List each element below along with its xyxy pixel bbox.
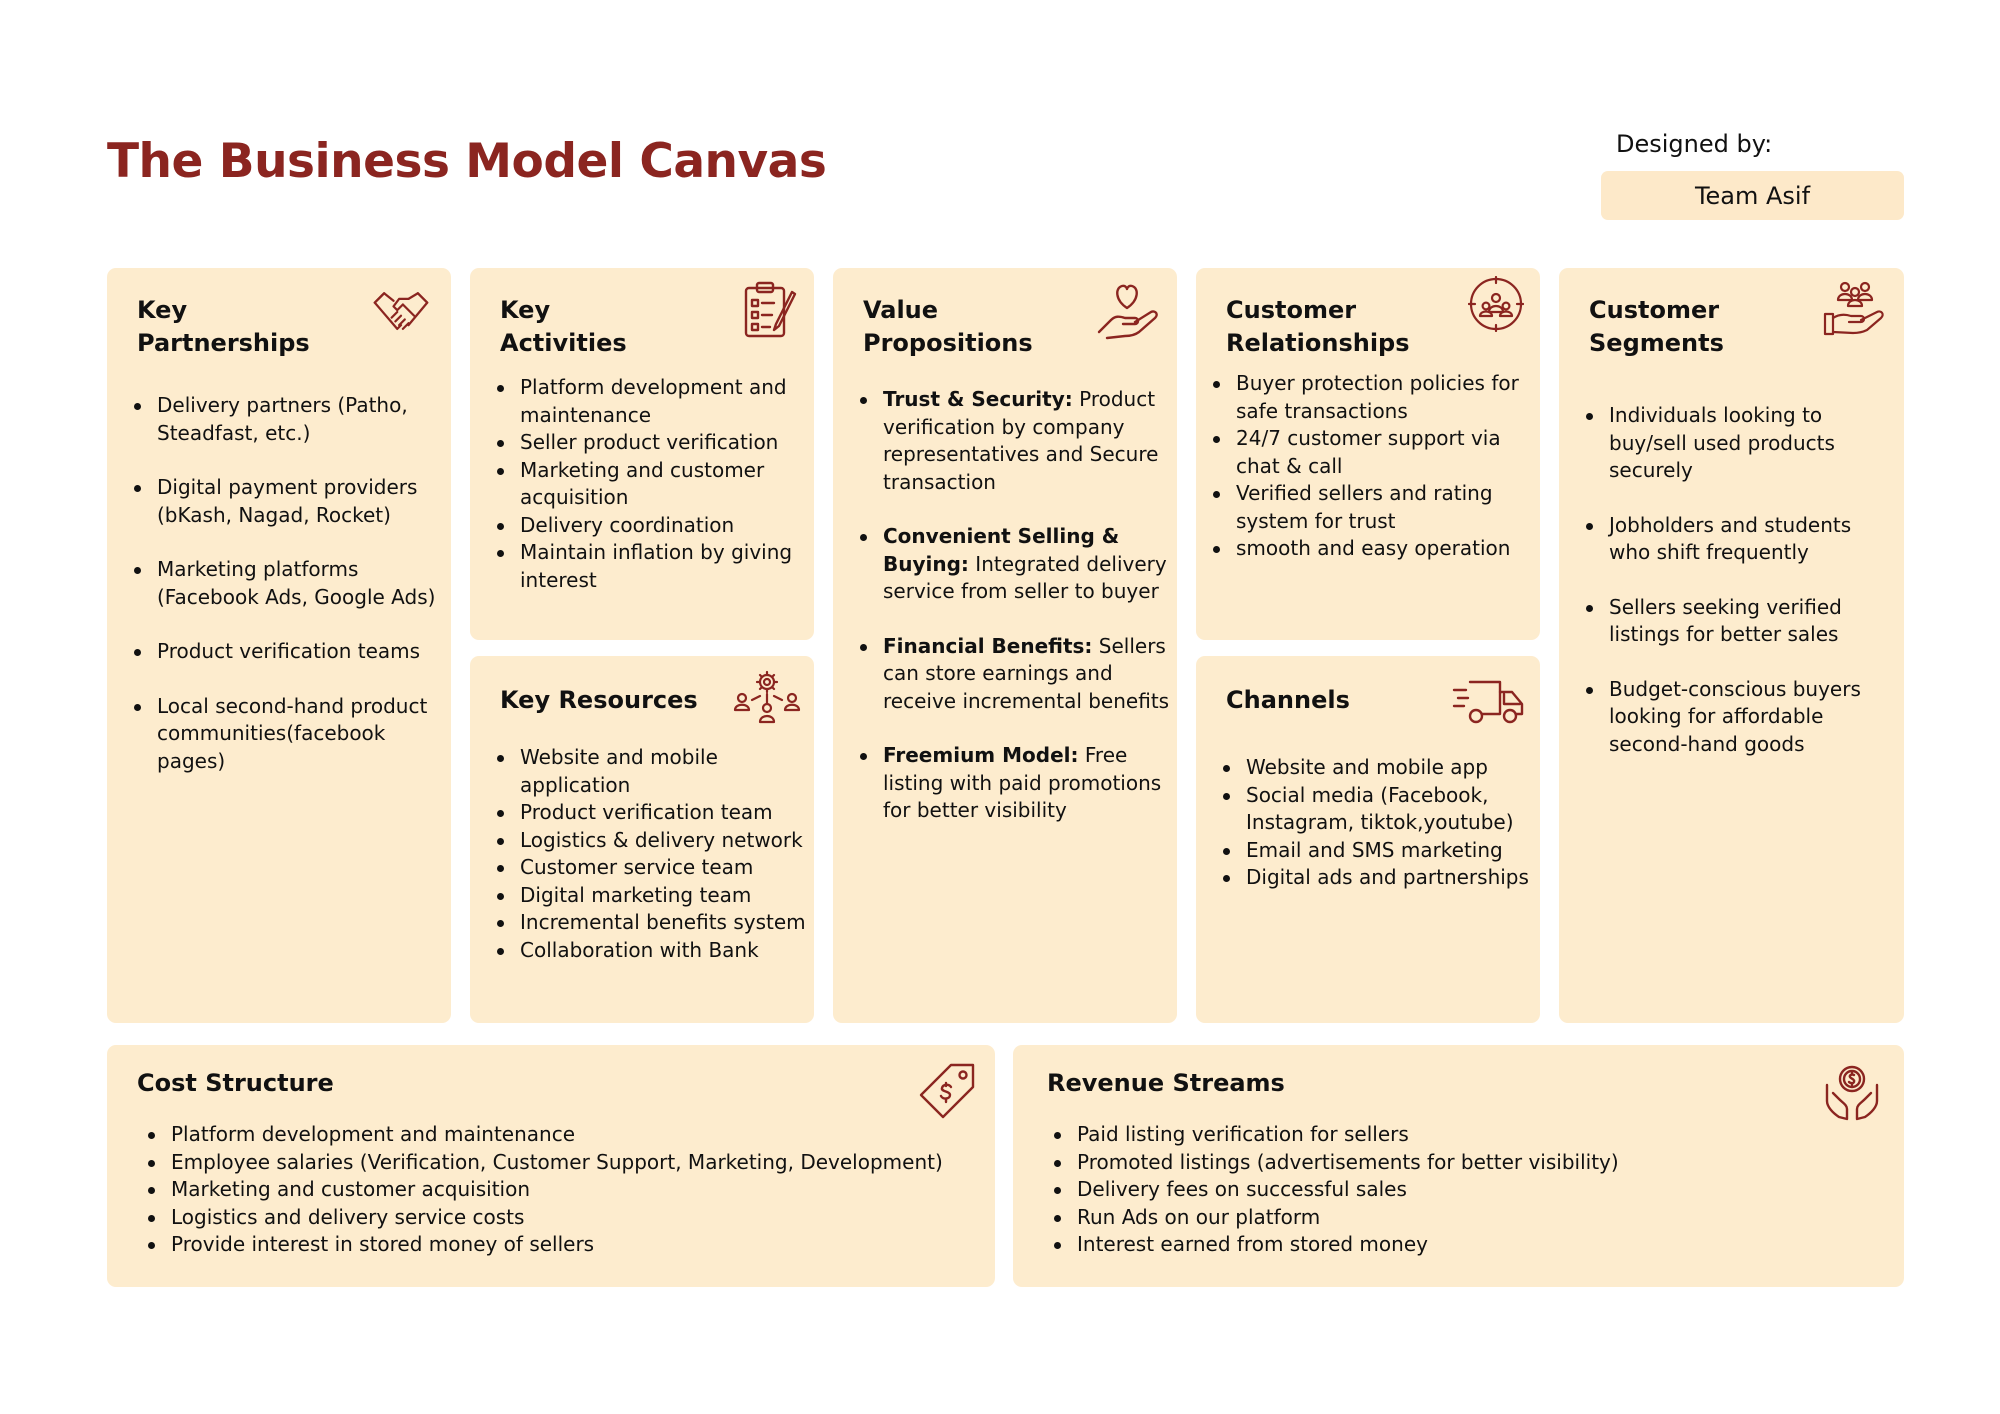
list-item: Paid listing verification for sellers — [1051, 1121, 1891, 1149]
key-partnerships-box — [107, 268, 451, 1023]
list-item — [857, 386, 1171, 496]
list-item: Delivery partners (Patho, Steadfast, etc.) — [131, 392, 441, 447]
list-item: Delivery fees on successful sales — [1051, 1176, 1891, 1204]
key-resources-title: Key Resources — [500, 686, 698, 714]
channels-list — [1220, 754, 1532, 892]
customer-relationships-title — [1226, 294, 1410, 360]
list-item: Customer service team — [494, 854, 806, 882]
list-item: Provide interest in stored money of sellers — [145, 1231, 985, 1259]
team-gear-icon — [732, 670, 802, 728]
value-item-label: Freemium Model: — [883, 743, 1079, 767]
list-item: Incremental benefits system — [494, 909, 806, 937]
key-activities-title-line1: Key — [500, 296, 551, 324]
list-item: Digital marketing team — [494, 882, 806, 910]
list-item: Marketing platforms (Facebook Ads, Google Ads) — [131, 556, 441, 611]
value-propositions-list — [857, 386, 1171, 825]
hands-coin-icon — [1823, 1063, 1881, 1121]
people-target-icon — [1468, 276, 1524, 332]
list-item: Promoted listings (advertisements for better visibility) — [1051, 1149, 1891, 1177]
customer-segments-title-line1: Customer — [1589, 296, 1720, 324]
list-item — [857, 523, 1171, 606]
revenue-streams-box — [1013, 1045, 1904, 1287]
list-item: Logistics & delivery network — [494, 827, 806, 855]
value-item-label: Trust & Security: — [883, 387, 1073, 411]
list-item: smooth and easy operation — [1210, 535, 1532, 563]
list-item: Jobholders and students who shift frequently — [1583, 512, 1895, 567]
customer-segments-list — [1583, 402, 1895, 758]
list-item: Buyer protection policies for safe transactions — [1210, 370, 1532, 425]
list-item: Verified sellers and rating system for trust — [1210, 480, 1532, 535]
clipboard-checklist-icon — [742, 280, 798, 340]
channels-title: Channels — [1226, 686, 1350, 714]
key-partnerships-list — [131, 392, 441, 775]
key-activities-list — [494, 374, 806, 594]
value-item-text: Sellers can store earnings and receive incremental benefits — [883, 633, 1170, 713]
list-item: Website and mobile app — [1220, 754, 1532, 782]
value-item-text: Free listing with paid promotions for better visibility — [883, 743, 1162, 822]
value-propositions-box — [833, 268, 1177, 1023]
designer-badge: Team Asif — [1601, 171, 1904, 220]
list-item: Run Ads on our platform — [1051, 1204, 1891, 1232]
key-activities-title — [500, 294, 627, 360]
value-item-text: Integrated delivery service from seller to buyer — [883, 551, 1167, 603]
list-item: Local second-hand product communities(facebook pages) — [131, 693, 441, 776]
list-item: Delivery coordination — [494, 512, 806, 540]
list-item: Seller product verification — [494, 429, 806, 457]
key-partnerships-title-line1: Key — [137, 296, 188, 324]
customer-relationships-title-line2: Relationships — [1226, 329, 1410, 357]
list-item: Email and SMS marketing — [1220, 837, 1532, 865]
page-title: The Business Model Canvas — [107, 134, 827, 189]
cost-structure-box — [107, 1045, 995, 1287]
key-resources-box — [470, 656, 814, 1023]
list-item: Individuals looking to buy/sell used products securely — [1583, 402, 1895, 485]
handshake-icon — [371, 282, 431, 342]
customer-segments-title-line2: Segments — [1589, 329, 1724, 357]
value-propositions-title-line1: Value — [863, 296, 939, 324]
value-item-label: Convenient Selling & Buying: — [883, 524, 1120, 576]
list-item: Digital ads and partnerships — [1220, 864, 1532, 892]
designed-by-label: Designed by: — [1616, 130, 1773, 158]
list-item: Digital payment providers (bKash, Nagad, Rocket) — [131, 474, 441, 529]
customer-segments-title — [1589, 294, 1724, 360]
list-item: Marketing and customer acquisition — [494, 457, 806, 512]
value-propositions-title-line2: Propositions — [863, 329, 1033, 357]
list-item: Product verification teams — [131, 638, 441, 666]
key-partnerships-title — [137, 294, 310, 360]
list-item — [857, 742, 1171, 825]
cost-structure-title: Cost Structure — [137, 1069, 334, 1097]
customer-relationships-box — [1196, 268, 1540, 640]
list-item: Website and mobile application — [494, 744, 806, 799]
list-item: Platform development and maintenance — [145, 1121, 985, 1149]
customer-relationships-list — [1210, 370, 1532, 563]
cost-structure-list — [145, 1121, 985, 1259]
value-item-label: Financial Benefits: — [883, 633, 1093, 658]
list-item: Budget-conscious buyers looking for affordable second-hand goods — [1583, 676, 1895, 759]
list-item: 24/7 customer support via chat & call — [1210, 425, 1532, 480]
revenue-streams-title: Revenue Streams — [1047, 1069, 1285, 1097]
customer-segments-box — [1559, 268, 1904, 1023]
price-tag-icon — [917, 1061, 977, 1121]
revenue-streams-list — [1051, 1121, 1891, 1259]
list-item: Platform development and maintenance — [494, 374, 806, 429]
value-propositions-title — [863, 294, 1033, 360]
list-item: Interest earned from stored money — [1051, 1231, 1891, 1259]
channels-box — [1196, 656, 1540, 1023]
hand-heart-icon — [1097, 280, 1163, 340]
list-item: Maintain inflation by giving interest — [494, 539, 806, 594]
list-item: Employee salaries (Verification, Customer Support, Marketing, Development) — [145, 1149, 985, 1177]
list-item: Product verification team — [494, 799, 806, 827]
list-item: Social media (Facebook, Instagram, tiktok,youtube) — [1220, 782, 1532, 837]
value-item-text: Product verification by company representatives and Secure transaction — [883, 387, 1159, 494]
customer-relationships-title-line1: Customer — [1226, 296, 1357, 324]
key-activities-box — [470, 268, 814, 640]
list-item: Collaboration with Bank — [494, 937, 806, 965]
list-item — [857, 633, 1171, 716]
hand-people-icon — [1823, 280, 1887, 338]
list-item: Marketing and customer acquisition — [145, 1176, 985, 1204]
key-partnerships-title-line2: Partnerships — [137, 329, 310, 357]
delivery-truck-icon — [1452, 678, 1526, 726]
key-resources-list — [494, 744, 806, 964]
list-item: Sellers seeking verified listings for better sales — [1583, 594, 1895, 649]
list-item: Logistics and delivery service costs — [145, 1204, 985, 1232]
key-activities-title-line2: Activities — [500, 329, 627, 357]
